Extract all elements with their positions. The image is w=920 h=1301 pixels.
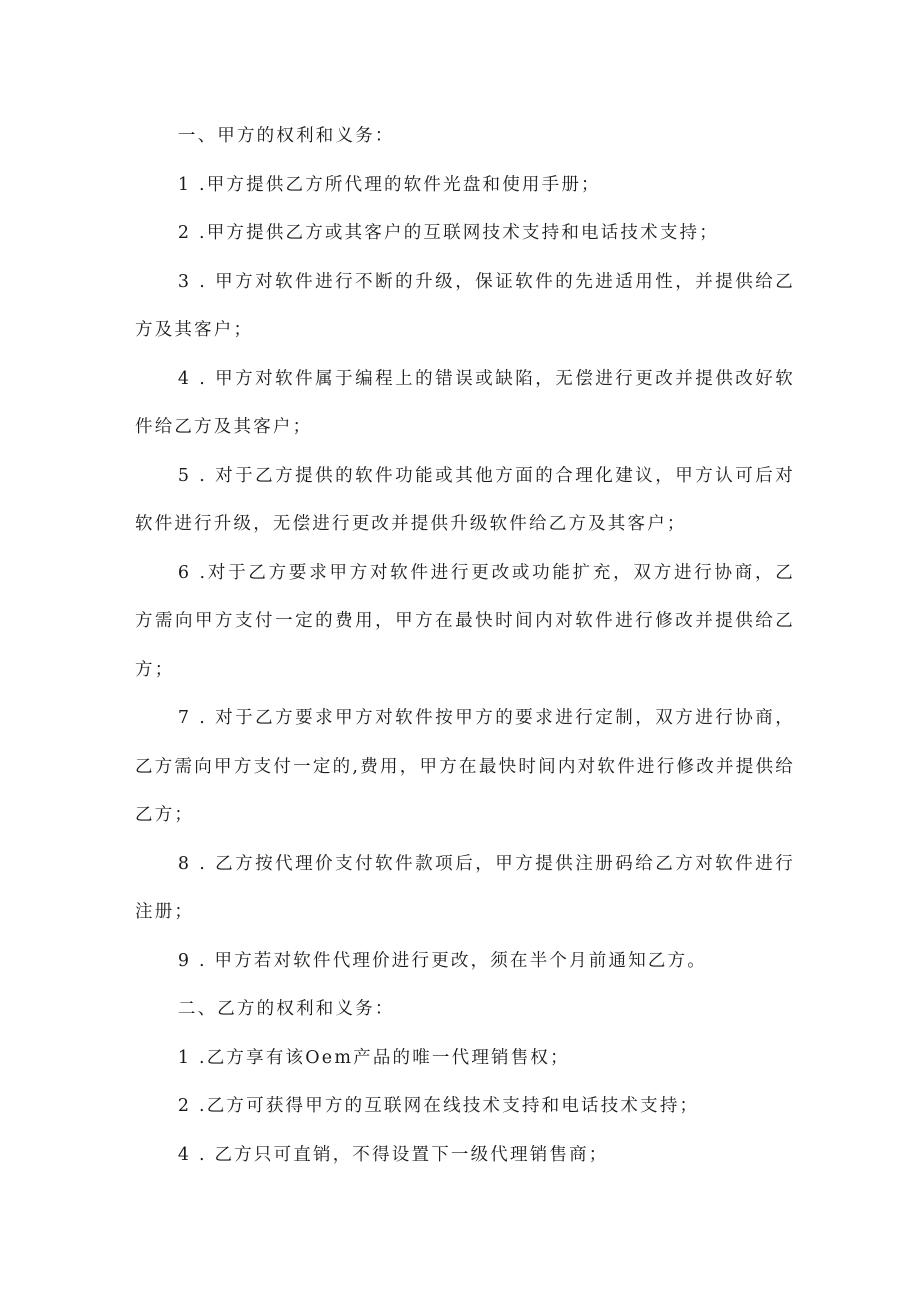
clause-a-5: 5 . 对于乙方提供的软件功能或其他方面的合理化建议，甲方认可后对软件进行升级，无偿进行更改并提供升级软件给乙方及其客户； <box>135 465 795 534</box>
clause-a-6: 6 .对于乙方要求甲方对软件进行更改或功能扩充，双方进行协商，乙方需向甲方支付一定的费用，甲方在最快时间内对软件进行修改并提供给乙方； <box>135 562 795 680</box>
clause-b-4: 4 . 乙方只可直销，不得设置下一级代理销售商； <box>177 1144 609 1165</box>
section-heading-party-a: 一、甲方的权利和义务： <box>177 126 395 146</box>
section-heading-party-b: 二、乙方的权利和义务： <box>177 999 395 1019</box>
clause-a-9: 9 . 甲方若对软件代理价进行更改，须在半个月前通知乙方。 <box>177 950 707 971</box>
clause-a-7: 7 . 对于乙方要求甲方对软件按甲方的要求进行定制，双方进行协商，乙方需向甲方支付一定的,费用，甲方在最快时间内对软件进行修改并提供给乙方； <box>135 708 795 825</box>
clause-a-4: 4 . 甲方对软件属于编程上的错误或缺陷，无偿进行更改并提供改好软件给乙方及其客户； <box>135 368 795 437</box>
document-body <box>135 112 795 1179</box>
clause-a-3: 3 . 甲方对软件进行不断的升级，保证软件的先进适用性，并提供给乙方及其客户； <box>135 271 795 340</box>
clause-b-2: 2 .乙方可获得甲方的互联网在线技术支持和电话技术支持； <box>177 1096 700 1116</box>
clause-b-1: 1 .乙方享有该Oem产品的唯一代理销售权； <box>177 1047 570 1068</box>
clause-a-8: 8 . 乙方按代理价支付软件款项后，甲方提供注册码给乙方对软件进行注册； <box>135 853 795 922</box>
clause-a-2: 2 .甲方提供乙方或其客户的互联网技术支持和电话技术支持； <box>177 223 719 243</box>
clause-a-1: 1 .甲方提供乙方所代理的软件光盘和使用手册； <box>177 174 601 195</box>
